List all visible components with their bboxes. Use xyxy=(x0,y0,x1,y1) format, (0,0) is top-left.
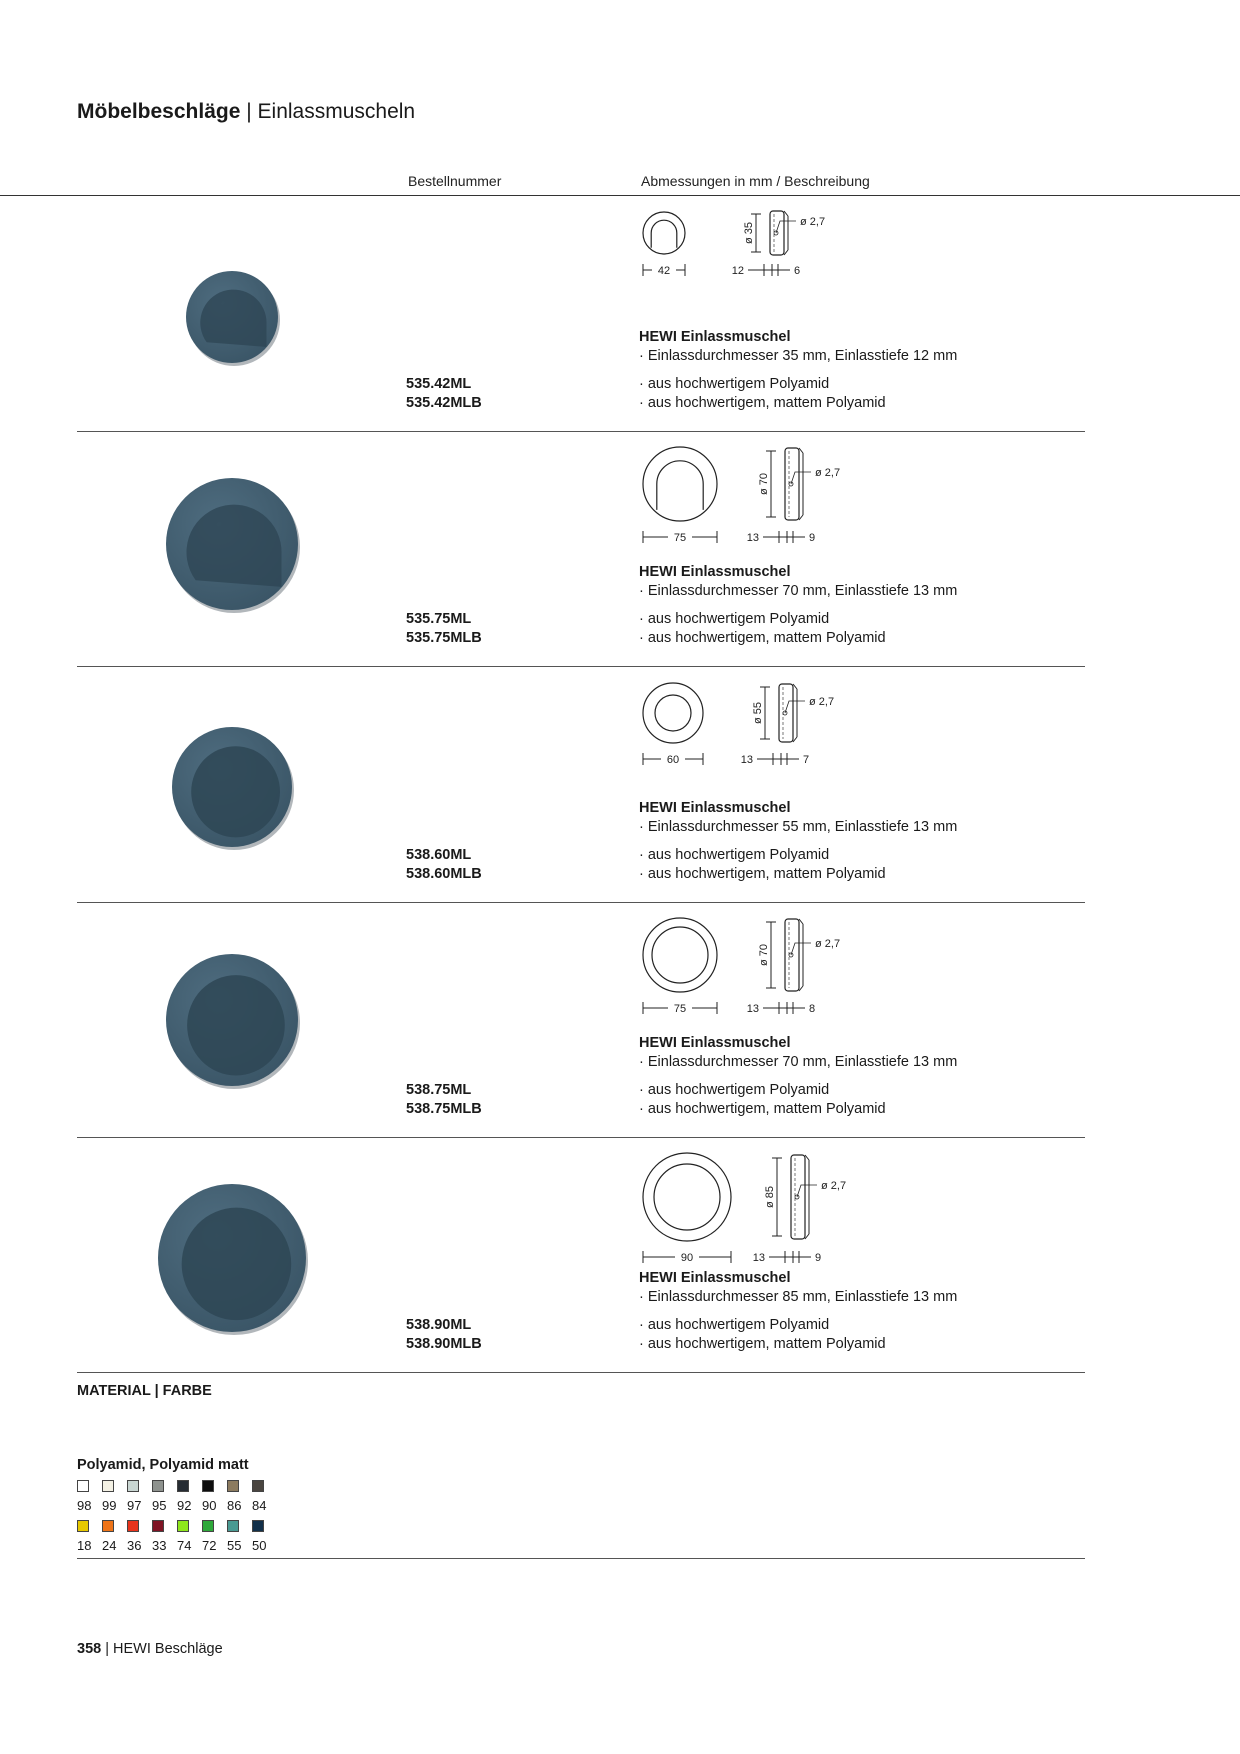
dimension-depth: 13 xyxy=(746,532,759,544)
material-item: · aus hochwertigem Polyamid xyxy=(639,611,830,627)
dimension-rim: 7 xyxy=(803,754,810,766)
dimension-diameter: ø 85 xyxy=(764,1185,776,1209)
order-number: 538.90MLB xyxy=(406,1336,482,1352)
dimension-outer-width: 42 xyxy=(657,265,671,277)
order-number: 535.42ML xyxy=(406,376,472,392)
technical-drawing xyxy=(635,912,865,1022)
column-header-dimensions: Abmessungen in mm / Beschreibung xyxy=(641,173,870,189)
swatch-code: 84 xyxy=(252,1498,267,1513)
swatch-code: 90 xyxy=(202,1498,217,1513)
dimension-hole: ø 2,7 xyxy=(815,938,841,950)
footer-brand: HEWI Beschläge xyxy=(113,1641,223,1657)
swatch-box xyxy=(77,1520,89,1532)
product-row xyxy=(0,1137,1240,1373)
order-numbers xyxy=(406,1081,482,1119)
order-number: 538.75ML xyxy=(406,1082,472,1098)
title-category: Möbelbeschläge xyxy=(77,100,241,123)
title-subcategory: Einlassmuscheln xyxy=(257,100,416,123)
swatch-box xyxy=(127,1480,139,1492)
order-number: 535.42MLB xyxy=(406,395,482,411)
product-row xyxy=(0,667,1240,903)
color-swatch xyxy=(227,1480,252,1513)
dimension-hole: ø 2,7 xyxy=(821,1180,847,1192)
technical-drawing xyxy=(635,1147,865,1264)
dimension-rim: 8 xyxy=(809,1003,816,1015)
swatch-box xyxy=(127,1520,139,1532)
dimension-diameter: ø 55 xyxy=(752,701,764,725)
product-row xyxy=(0,431,1240,667)
dimension-rim: 6 xyxy=(794,265,801,277)
product-name: HEWI Einlassmuschel xyxy=(639,1035,791,1051)
swatch-box xyxy=(177,1480,189,1492)
dimension-depth: 13 xyxy=(740,754,753,766)
swatch-code: 24 xyxy=(102,1538,117,1553)
dimension-outer-width: 75 xyxy=(673,1003,687,1015)
product-description: · Einlassdurchmesser 55 mm, Einlasstiefe 13 mm xyxy=(639,819,958,835)
order-numbers xyxy=(406,846,482,884)
swatch-box xyxy=(252,1480,264,1492)
swatch-box xyxy=(252,1520,264,1532)
order-number: 538.60MLB xyxy=(406,866,482,882)
dimension-rim: 9 xyxy=(815,1252,822,1264)
swatch-box xyxy=(227,1520,239,1532)
product-row xyxy=(0,196,1240,432)
product-description: · Einlassdurchmesser 70 mm, Einlasstiefe 13 mm xyxy=(639,1054,958,1070)
color-swatch xyxy=(102,1480,127,1513)
title-separator: | xyxy=(240,100,258,123)
swatch-code: 74 xyxy=(177,1538,192,1553)
product-description: · Einlassdurchmesser 35 mm, Einlasstiefe 12 mm xyxy=(639,348,958,364)
product-image xyxy=(176,261,288,373)
swatch-box xyxy=(152,1480,164,1492)
technical-drawing xyxy=(635,206,865,316)
color-swatch xyxy=(152,1520,177,1553)
color-swatch xyxy=(252,1520,277,1553)
material-item: · aus hochwertigem, mattem Polyamid xyxy=(639,1101,886,1117)
order-numbers xyxy=(406,375,482,413)
swatch-box xyxy=(152,1520,164,1532)
material-item: · aus hochwertigem Polyamid xyxy=(639,847,830,863)
color-swatch xyxy=(77,1520,102,1553)
page-number: 358 xyxy=(77,1641,102,1657)
color-swatch xyxy=(177,1520,202,1553)
material-item: · aus hochwertigem, mattem Polyamid xyxy=(639,1336,886,1352)
order-numbers xyxy=(406,1316,482,1354)
material-item: · aus hochwertigem, mattem Polyamid xyxy=(639,866,886,882)
material-subheading: Polyamid, Polyamid matt xyxy=(77,1457,249,1473)
column-header-order-number: Bestellnummer xyxy=(408,173,502,189)
material-item: · aus hochwertigem Polyamid xyxy=(639,1317,830,1333)
swatch-box xyxy=(77,1480,89,1492)
swatch-box xyxy=(202,1520,214,1532)
dimension-diameter: ø 70 xyxy=(758,943,770,967)
color-swatch xyxy=(227,1520,252,1553)
product-name: HEWI Einlassmuschel xyxy=(639,564,791,580)
color-swatch xyxy=(252,1480,277,1513)
material-list xyxy=(639,1081,886,1119)
color-swatch xyxy=(177,1480,202,1513)
swatch-code: 36 xyxy=(127,1538,142,1553)
swatch-code: 33 xyxy=(152,1538,167,1553)
swatch-code: 50 xyxy=(252,1538,267,1553)
swatch-box xyxy=(177,1520,189,1532)
swatch-code: 86 xyxy=(227,1498,242,1513)
swatch-code: 99 xyxy=(102,1498,117,1513)
product-image xyxy=(156,944,308,1096)
dimension-depth: 12 xyxy=(731,265,744,277)
page-footer xyxy=(77,1641,223,1657)
dimension-hole: ø 2,7 xyxy=(800,216,826,228)
swatch-code: 18 xyxy=(77,1538,92,1553)
material-item: · aus hochwertigem Polyamid xyxy=(639,376,830,392)
material-list xyxy=(639,1316,886,1354)
swatch-box xyxy=(102,1480,114,1492)
swatch-code: 98 xyxy=(77,1498,92,1513)
color-swatch-row-1 xyxy=(77,1480,277,1513)
color-swatch xyxy=(102,1520,127,1553)
technical-drawing xyxy=(635,441,865,551)
dimension-rim: 9 xyxy=(809,532,816,544)
dimension-outer-width: 60 xyxy=(666,754,680,766)
material-list xyxy=(639,610,886,648)
page-title xyxy=(77,100,415,124)
swatch-code: 95 xyxy=(152,1498,167,1513)
material-list xyxy=(639,375,886,413)
product-description: · Einlassdurchmesser 70 mm, Einlasstiefe 13 mm xyxy=(639,583,958,599)
material-list xyxy=(639,846,886,884)
technical-drawing xyxy=(635,677,865,787)
dimension-outer-width: 75 xyxy=(673,532,687,544)
product-name: HEWI Einlassmuschel xyxy=(639,800,791,816)
order-number: 538.90ML xyxy=(406,1317,472,1333)
material-heading: MATERIAL | FARBE xyxy=(77,1383,212,1399)
order-number: 538.75MLB xyxy=(406,1101,482,1117)
order-number: 535.75MLB xyxy=(406,630,482,646)
swatch-box xyxy=(227,1480,239,1492)
color-swatch xyxy=(77,1480,102,1513)
order-number: 535.75ML xyxy=(406,611,472,627)
product-image xyxy=(162,717,302,857)
swatch-box xyxy=(202,1480,214,1492)
dimension-hole: ø 2,7 xyxy=(815,467,841,479)
dimension-hole: ø 2,7 xyxy=(809,696,835,708)
color-swatch xyxy=(202,1520,227,1553)
swatch-code: 97 xyxy=(127,1498,142,1513)
color-swatch xyxy=(127,1520,152,1553)
swatch-code: 92 xyxy=(177,1498,192,1513)
dimension-diameter: ø 35 xyxy=(743,221,755,245)
product-description: · Einlassdurchmesser 85 mm, Einlasstiefe 13 mm xyxy=(639,1289,958,1305)
row-divider xyxy=(77,1372,1085,1373)
swatch-code: 72 xyxy=(202,1538,217,1553)
dimension-depth: 13 xyxy=(746,1003,759,1015)
material-item: · aus hochwertigem Polyamid xyxy=(639,1082,830,1098)
dimension-depth: 13 xyxy=(752,1252,765,1264)
order-numbers xyxy=(406,610,482,648)
color-swatch xyxy=(127,1480,152,1513)
material-item: · aus hochwertigem, mattem Polyamid xyxy=(639,630,886,646)
footer-separator: | xyxy=(101,1641,114,1657)
material-item: · aus hochwertigem, mattem Polyamid xyxy=(639,395,886,411)
dimension-diameter: ø 70 xyxy=(758,472,770,496)
color-swatch-row-2 xyxy=(77,1520,277,1553)
color-swatch xyxy=(152,1480,177,1513)
material-divider xyxy=(77,1558,1085,1559)
swatch-code: 55 xyxy=(227,1538,242,1553)
product-name: HEWI Einlassmuschel xyxy=(639,1270,791,1286)
color-swatch xyxy=(202,1480,227,1513)
product-name: HEWI Einlassmuschel xyxy=(639,329,791,345)
order-number: 538.60ML xyxy=(406,847,472,863)
product-image xyxy=(148,1174,316,1342)
swatch-box xyxy=(102,1520,114,1532)
product-row xyxy=(0,902,1240,1138)
product-image xyxy=(156,468,308,620)
dimension-outer-width: 90 xyxy=(680,1252,694,1264)
